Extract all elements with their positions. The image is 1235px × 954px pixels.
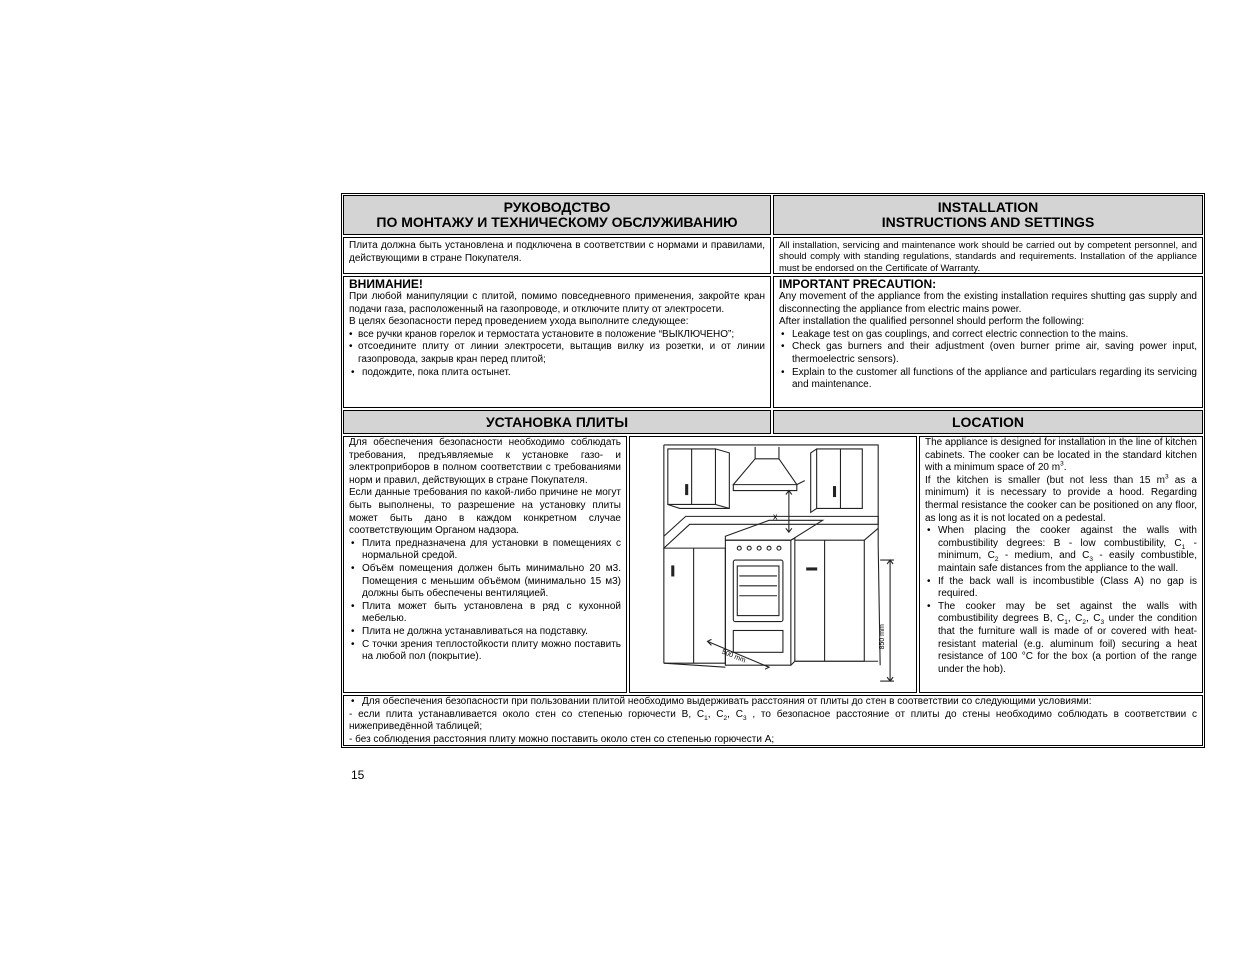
en-location-heading-text: LOCATION [951, 413, 1025, 430]
ru-heading-line1: РУКОВОДСТВО [503, 199, 611, 215]
ru-location-list [349, 538, 621, 664]
list-item: • Для обеспечения безопасности при пользовании плитой необходимо выдерживать расстояния от плиты до стен в соответствии со следующими условиями: [349, 696, 1197, 709]
subscript: 3 [1089, 556, 1093, 564]
ru-location-p2: Если данные требования по какой-либо причине не могут быть выполнены, то разрешение на установку плиты может быть дано в каждом конкретном случае соответствующим Органом надзора. [349, 487, 621, 537]
distance-conditions-box [343, 695, 1203, 746]
en-main-heading [773, 195, 1203, 235]
list-item: • If the back wall is incombustible (Class A) no gap is required. [925, 576, 1197, 601]
height-dimension-label: 850 mm [879, 624, 887, 650]
distance-condition-2 [349, 709, 1197, 734]
en-heading-line1: INSTALLATION [937, 199, 1039, 215]
list-item: • Плита может быть установлена в ряд с кухонной мебелью. [349, 601, 621, 626]
en-location-list [925, 525, 1197, 676]
ru-location-p1: Для обеспечения безопасности необходимо соблюдать требования, предъявляемые к установке газо- и электроприборов в полном соответствии с требованиями норм и правил, действующих в стране Покупателя. [349, 437, 621, 486]
subscript: 2 [1082, 619, 1086, 627]
item-text: - easily combustible, maintain safe distances from the appliance to the wall. [938, 550, 1197, 574]
list-item: • Объём помещения должен быть минимально 20 м3. Помещения с меньшим объёмом (минимально 15 м3) должны быть обеспечены вентиляцией. [349, 563, 621, 601]
en-location-box [919, 436, 1203, 693]
ru-precaution-title: ВНИМАНИЕ! [349, 277, 423, 291]
manual-page [341, 193, 1205, 748]
subscript: 1 [1181, 543, 1186, 551]
en-location-p1-a: The appliance is designed for installation in the line of kitchen cabinets. The cooker can be located in the standard kitchen with a minimum space of 20 m [925, 437, 1197, 474]
list-item [925, 525, 1197, 575]
en-precaution-title: IMPORTANT PRECAUTION: [779, 277, 937, 291]
distance-conditions-list [349, 696, 1197, 709]
ru-precaution-text1: При любой манипуляции с плитой, помимо повседневного применения, закройте кран подачи газа, расположенный на газопроводе, и отключите плиту от электросети. [349, 291, 765, 315]
item-text: - medium, and C [998, 550, 1090, 562]
list-item: • отсоедините плиту от линии электросети, вытащив вилку из розетки, и от линии газопровода, закрыв кран перед плитой; [349, 341, 765, 366]
list-item: • Explain to the customer all functions of the appliance and particulars regarding its servicing and maintenance. [779, 367, 1197, 392]
superscript: 3 [1060, 460, 1064, 468]
en-location-p2 [925, 475, 1197, 525]
ru-heading-line2: ПО МОНТАЖУ И ТЕХНИЧЕСКОМУ ОБСЛУЖИВАНИЮ [376, 214, 738, 230]
superscript: 3 [1164, 473, 1169, 481]
item-text: When placing the cooker against the walls with combustibility degrees: B - low combustibility, C [938, 525, 1197, 549]
list-item [925, 601, 1197, 677]
subscript: 1 [704, 714, 708, 722]
item-text: under the condition that the furniture wall is made of or covered with heat-resistant material (e.g. aluminum foil) securing a heat resistance of 100 °C for the box (a portion of the range under the hob). [938, 613, 1198, 675]
en-precaution-list [779, 329, 1197, 392]
ru-main-heading [343, 195, 771, 235]
distance-x-label: x [773, 511, 778, 522]
ru-location-heading [343, 410, 771, 434]
en-location-p2-a: If the kitchen is smaller (but not less than 15 m [925, 474, 1165, 486]
en-intro-box [773, 237, 1203, 274]
list-item: • Плита не должна устанавливаться на подставку. [349, 626, 621, 639]
ru-intro-text: Плита должна быть установлена и подключена в соответствии с нормами и правилами, действующими в стране Покупателя. [349, 240, 765, 264]
kitchen-installation-figure [629, 436, 917, 693]
ru-precaution-list [349, 329, 765, 379]
en-intro-text: All installation, servicing and maintenance work should be carried out by competent personnel, and should comply with standing regulations, standards and requirements. Installation of the appliance must be endorsed on the Certificate of Warranty. [779, 239, 1197, 273]
item-text: , C [1085, 613, 1101, 625]
condition-text: , C [727, 708, 743, 720]
ru-precaution-text2: В целях безопасности перед проведением ухода выполните следующее: [349, 316, 689, 328]
ru-intro-box [343, 237, 771, 274]
subscript: 1 [1064, 619, 1068, 627]
list-item: • все ручки кранов горелок и термостата установите в положение “ВЫКЛЮЧЕНО”; [349, 329, 765, 342]
ru-precaution-box [343, 276, 771, 408]
condition-text: , то безопасное расстояние от плиты до стены необходимо соблюдать в соответствии с нижеприведённой таблицей; [349, 708, 1197, 733]
ru-location-heading-text: УСТАНОВКА ПЛИТЫ [485, 413, 629, 430]
en-precaution-text2: After installation the qualified personnel should perform the following: [779, 316, 1085, 328]
distance-condition-3: - без соблюдения расстояния плиту можно поставить около стен со степенью горючести А; [349, 733, 775, 745]
en-location-heading [773, 410, 1203, 434]
item-text: , C [1067, 613, 1083, 625]
en-precaution-box [773, 276, 1203, 408]
condition-text: - если плита устанавливается около стен со степенью горючести B, C [349, 708, 705, 720]
list-item: • Плита предназначена для установки в помещениях с нормальной средой. [349, 538, 621, 563]
subscript: 2 [723, 714, 728, 722]
en-heading-line2: INSTRUCTIONS AND SETTINGS [881, 214, 1095, 230]
list-item: • подождите, пока плита остынет. [349, 367, 765, 380]
subscript: 3 [1100, 619, 1105, 627]
condition-text: , C [707, 708, 724, 720]
en-location-p1-b: . [1063, 462, 1067, 474]
en-location-p2-b: as a minimum) it is necessary to provide a hood. Regarding thermal resistance the cooker can be positioned on any floor, as long as it is not located on a pedestal. [925, 474, 1197, 524]
page-number: 15 [351, 768, 365, 782]
subscript: 2 [994, 556, 999, 564]
subscript: 3 [742, 714, 747, 722]
ru-location-box [343, 436, 627, 693]
item-text: The cooker may be set against the walls with combustibility degrees B, C [938, 600, 1197, 625]
item-text: - minimum, C [938, 537, 1197, 562]
kitchen-illustration [630, 437, 916, 692]
list-item: • Check gas burners and their adjustment (oven burner prime air, saving power input, thermoelectric sensors). [779, 341, 1197, 366]
list-item: • Leakage test on gas couplings, and correct electric connection to the mains. [779, 329, 1197, 342]
en-location-p1 [925, 437, 1197, 475]
list-item: • С точки зрения теплостойкости плиту можно поставить на любой пол (покрытие). [349, 639, 621, 664]
en-precaution-text1: Any movement of the appliance from the existing installation requires shutting gas supply and disconnecting the appliance from electric mains power. [779, 291, 1197, 315]
width-dimension-label: 500 mm [720, 648, 747, 665]
